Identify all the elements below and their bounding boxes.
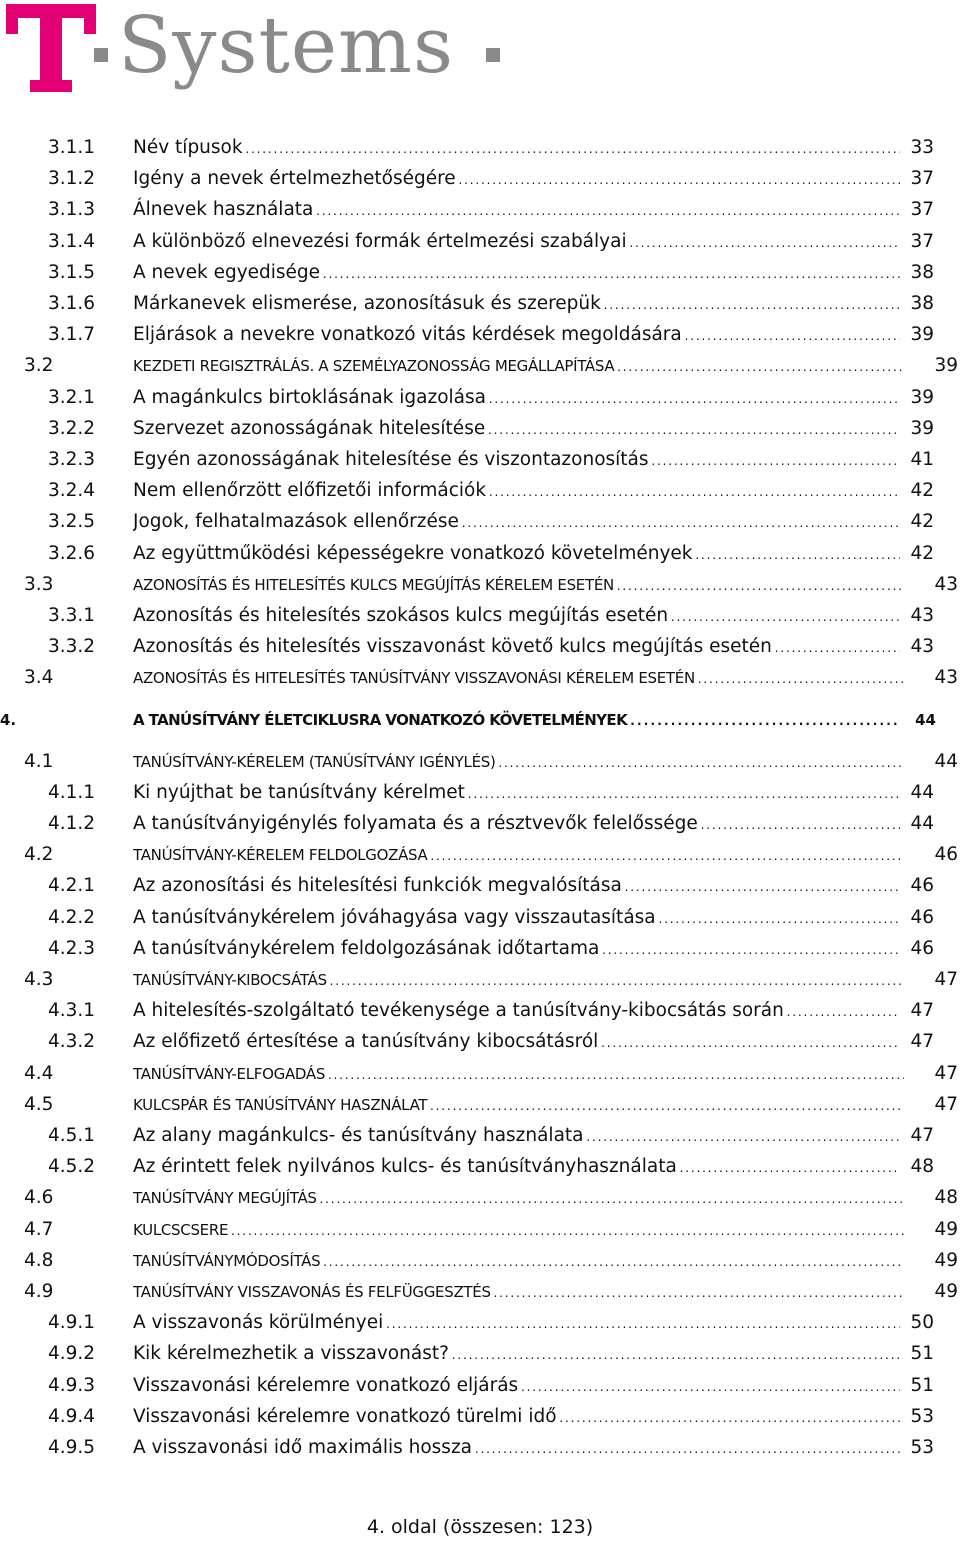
toc-entry-number: 3.2.1 (48, 386, 96, 408)
toc-entry-title[interactable]: A magánkulcs birtoklásának igazolása . . . (133, 384, 904, 413)
toc-entry-page: 44 (900, 779, 934, 807)
toc-entry-number: 4.9.3 (48, 1374, 96, 1396)
toc-entry[interactable] (0, 997, 960, 1025)
toc-entry-page: 48 (924, 1184, 958, 1212)
toc-entry-title[interactable]: A nevek egyedisége . . . (133, 259, 904, 288)
toc-entry-title[interactable]: TANÚSÍTVÁNY-KÉRELEM FELDOLGOZÁSA . . . (133, 841, 904, 870)
toc-entry-page: 41 (900, 446, 934, 474)
toc-entry-title[interactable]: A tanúsítványkérelem jóváhagyása vagy visszautasítása . . . (133, 904, 904, 933)
toc-entry[interactable] (0, 477, 960, 505)
toc-entry-title[interactable]: A TANÚSÍTVÁNY ÉLETCIKLUSRA VONATKOZÓ KÖVETELMÉNYEK . . . (133, 706, 900, 735)
toc-entry[interactable] (0, 228, 960, 256)
toc-entry-title[interactable]: Azonosítás és hitelesítés szokásos kulcs megújítás esetén . . . (133, 602, 904, 631)
toc-entry-number: 4. (0, 710, 17, 729)
toc-entry-title[interactable]: KEZDETI REGISZTRÁLÁS. A SZEMÉLYAZONOSSÁG MEGÁLLAPÍTÁSA . . . (133, 352, 904, 381)
toc-entry-number: 3.1.7 (48, 324, 96, 346)
toc-entry[interactable] (0, 1184, 960, 1212)
toc-entry-number: 3.2.5 (48, 511, 96, 533)
toc-entry-number: 3.1.2 (48, 168, 96, 190)
toc-entry-title[interactable]: KULCSPÁR ÉS TANÚSÍTVÁNY HASZNÁLAT . . . (133, 1091, 904, 1120)
logo-wordmark: Systems (118, 1, 455, 91)
toc-entry-number: 3.2.6 (48, 542, 96, 564)
toc-entry-page: 46 (900, 872, 934, 900)
toc-entry[interactable] (0, 415, 960, 443)
toc-entry-title[interactable]: Az együttműködési képességekre vonatkozó követelmények . . . (133, 540, 904, 569)
toc-entry-number: 4.1.1 (48, 781, 96, 803)
toc-entry[interactable] (0, 904, 960, 932)
toc-entry-title[interactable]: Igény a nevek értelmezhetőségére . . . (133, 165, 904, 194)
toc-entry-title[interactable]: A visszavonási idő maximális hossza . . . (133, 1434, 904, 1463)
toc-entry-title[interactable]: A különböző elnevezési formák értelmezési szabályai . . . (133, 228, 904, 257)
toc-entry-title[interactable]: TANÚSÍTVÁNY-KIBOCSÁTÁS . . . (133, 966, 904, 995)
toc-entry[interactable] (0, 1060, 960, 1088)
toc-entry-title[interactable]: Szervezet azonosságának hitelesítése . . . (133, 415, 904, 444)
toc-entry-title[interactable]: Kik kérelmezhetik a visszavonást? . . . (133, 1340, 904, 1369)
toc-entry-page: 47 (924, 966, 958, 994)
toc-entry-page: 44 (924, 748, 958, 776)
toc-entry[interactable] (0, 1216, 960, 1244)
toc-entry-number: 3.2.2 (48, 417, 96, 439)
toc-entry-title[interactable]: TANÚSÍTVÁNY MEGÚJÍTÁS . . . (133, 1184, 904, 1213)
page-footer: 4. oldal (összesen: 123) (366, 1516, 594, 1538)
toc-entry[interactable] (0, 290, 960, 318)
toc-entry-number: 3.3 (24, 573, 54, 595)
toc-entry-number: 3.1.4 (48, 230, 96, 252)
toc-entry-title[interactable]: Visszavonási kérelemre vonatkozó türelmi idő . . . (133, 1403, 904, 1432)
toc-entry-page: 44 (902, 706, 936, 734)
toc-entry[interactable] (0, 352, 960, 380)
toc-entry-page: 39 (924, 352, 958, 380)
toc-entry-title[interactable]: AZONOSÍTÁS ÉS HITELESÍTÉS TANÚSÍTVÁNY VISSZAVONÁSI KÉRELEM ESETÉN . . . (133, 664, 904, 693)
toc-entry-number: 3.1.6 (48, 293, 96, 314)
toc-entry-page: 38 (900, 259, 934, 287)
toc-entry-number: 4.2 (24, 844, 54, 866)
toc-entry-number: 4.1.2 (48, 813, 96, 834)
toc-entry-number: 3.4 (24, 667, 54, 689)
toc-entry-title[interactable]: Az alany magánkulcs- és tanúsítvány használata . . . (133, 1122, 904, 1151)
toc-entry-title[interactable]: Az azonosítási és hitelesítési funkciók megvalósítása . . . (133, 872, 904, 901)
toc-entry[interactable] (0, 1309, 960, 1337)
toc-entry-number: 4.9.2 (48, 1343, 96, 1365)
toc-entry-title[interactable]: A hitelesítés-szolgáltató tevékenysége a tanúsítvány-kibocsátás során . . . (133, 997, 904, 1026)
toc-entry-title[interactable]: Név típusok . . . (133, 134, 904, 163)
toc-entry-number: 4.3.1 (48, 1000, 96, 1022)
toc-entry-number: 4.3 (24, 969, 54, 990)
toc-entry-page: 42 (900, 540, 934, 568)
toc-entry-title[interactable]: Márkanevek elismerése, azonosításuk és szerepük . . . (133, 290, 904, 319)
toc-entry-title[interactable]: TANÚSÍTVÁNYMÓDOSÍTÁS . . . (133, 1247, 904, 1276)
toc-entry-title[interactable]: Az érintett felek nyilvános kulcs- és tanúsítványhasználata . . . (133, 1153, 904, 1182)
toc-entry[interactable] (0, 602, 960, 630)
toc-entry-title[interactable]: TANÚSÍTVÁNY-KÉRELEM (TANÚSÍTVÁNY IGÉNYLÉS) . . . (133, 748, 904, 777)
toc-entry[interactable] (0, 779, 960, 807)
toc-entry-page: 44 (900, 810, 934, 838)
toc-entry[interactable] (0, 810, 960, 838)
toc-entry-page: 51 (900, 1340, 934, 1368)
toc-entry-page: 43 (900, 602, 934, 630)
toc-entry-page: 46 (900, 935, 934, 963)
toc-entry-title[interactable]: Nem ellenőrzött előfizetői információk . . . (133, 477, 904, 506)
toc-entry-number: 4.7 (24, 1218, 54, 1240)
toc-entry-number: 4.5.1 (48, 1125, 96, 1146)
toc-entry-number: 3.3.2 (48, 636, 96, 658)
toc-entry[interactable] (0, 1091, 960, 1119)
toc-entry-page: 37 (900, 196, 934, 224)
toc-entry[interactable] (0, 748, 960, 776)
toc-entry[interactable] (0, 540, 960, 568)
toc-entry-page: 49 (924, 1278, 958, 1306)
toc-entry-page: 46 (924, 841, 958, 869)
toc-entry-number: 4.2.3 (48, 937, 96, 959)
toc-entry-number: 4.2.1 (48, 875, 96, 897)
toc-entry-number: 4.9.4 (48, 1405, 96, 1427)
toc-entry-number: 3.2.4 (48, 480, 96, 502)
toc-entry-page: 47 (900, 1122, 934, 1150)
toc-entry-title[interactable]: Ki nyújthat be tanúsítvány kérelmet . . . (133, 779, 904, 808)
toc-entry[interactable] (0, 1278, 960, 1306)
toc-entry-page: 53 (900, 1403, 934, 1431)
toc-entry-page: 33 (900, 134, 934, 162)
toc-entry[interactable] (0, 321, 960, 349)
toc-entry-number: 4.8 (24, 1249, 54, 1271)
toc-entry[interactable] (0, 446, 960, 474)
toc-entry-title[interactable]: Eljárások a nevekre vonatkozó vitás kérdések megoldására . . . (133, 321, 904, 350)
toc-entry[interactable] (0, 935, 960, 963)
toc-entry-number: 4.3.2 (48, 1031, 96, 1053)
toc-entry-page: 47 (924, 1060, 958, 1088)
toc-entry-page: 53 (900, 1434, 934, 1462)
toc-entry[interactable] (0, 1122, 960, 1150)
toc-entry-page: 43 (900, 633, 934, 661)
toc-entry-number: 4.9.5 (48, 1437, 96, 1458)
toc-entry[interactable] (0, 872, 960, 900)
toc-entry-title[interactable]: Egyén azonosságának hitelesítése és viszontazonosítás . . . (133, 446, 904, 475)
toc-entry-title[interactable]: Álnevek használata . . . (133, 196, 904, 225)
toc-entry[interactable] (0, 966, 960, 994)
toc-entry-number: 3.3.1 (48, 605, 96, 626)
toc-entry-number: 3.2.3 (48, 449, 96, 470)
toc-entry-page: 39 (900, 321, 934, 349)
toc-entry[interactable] (0, 508, 960, 536)
toc-entry[interactable] (0, 259, 960, 287)
toc-entry[interactable] (0, 384, 960, 412)
toc-entry[interactable] (0, 1372, 960, 1400)
toc-entry-number: 4.1 (24, 750, 54, 772)
toc-entry[interactable] (0, 706, 960, 734)
toc-entry-number: 3.1.3 (48, 199, 96, 221)
toc-entry[interactable] (0, 664, 960, 692)
toc-entry-title[interactable]: Visszavonási kérelemre vonatkozó eljárás . . . (133, 1372, 904, 1401)
toc-entry-page: 51 (900, 1372, 934, 1400)
toc-entry-title[interactable]: Jogok, felhatalmazások ellenőrzése . . . (133, 508, 904, 537)
toc-entry[interactable] (0, 1340, 960, 1368)
toc-entry-page: 47 (900, 997, 934, 1025)
toc-entry[interactable] (0, 196, 960, 224)
toc-entry-page: 47 (924, 1091, 958, 1119)
toc-entry-page: 43 (924, 571, 958, 599)
toc-entry-title[interactable]: KULCSCSERE . . . (133, 1216, 904, 1245)
toc-entry-page: 49 (924, 1247, 958, 1275)
toc-entry[interactable] (0, 1403, 960, 1431)
toc-entry-page: 46 (900, 904, 934, 932)
toc-entry[interactable] (0, 1247, 960, 1275)
toc-entry[interactable] (0, 134, 960, 162)
toc-entry-page: 37 (900, 165, 934, 193)
toc-entry-title[interactable]: TANÚSÍTVÁNY-ELFOGADÁS . . . (133, 1060, 904, 1089)
toc-entry-number: 4.9 (24, 1281, 54, 1302)
toc-entry-number: 4.6 (24, 1187, 54, 1209)
toc-entry-title[interactable]: TANÚSÍTVÁNY VISSZAVONÁS ÉS FELFÜGGESZTÉS . . . (133, 1278, 904, 1307)
toc-entry-title[interactable]: AZONOSÍTÁS ÉS HITELESÍTÉS KULCS MEGÚJÍTÁS KÉRELEM ESETÉN . . . (133, 571, 904, 600)
toc-entry-page: 50 (900, 1309, 934, 1337)
toc-entry-page: 42 (900, 477, 934, 505)
toc-entry-page: 49 (924, 1216, 958, 1244)
toc-entry[interactable] (0, 1028, 960, 1056)
toc-entry-page: 47 (900, 1028, 934, 1056)
toc-entry-title[interactable]: A tanúsítványigénylés folyamata és a résztvevők felelőssége . . . (133, 810, 904, 839)
toc-entry[interactable] (0, 571, 960, 599)
toc-entry-number: 4.2.2 (48, 906, 96, 928)
toc-entry-title[interactable]: A tanúsítványkérelem feldolgozásának időtartama . . . (133, 935, 904, 964)
toc-entry-number: 4.5.2 (48, 1156, 96, 1178)
toc-entry-number: 4.9.1 (48, 1312, 96, 1334)
toc-entry-page: 37 (900, 228, 934, 256)
toc-entry-title[interactable]: A visszavonás körülményei . . . (133, 1309, 904, 1338)
toc-entry[interactable] (0, 165, 960, 193)
toc-entry-page: 43 (924, 664, 958, 692)
toc-entry-page: 39 (900, 384, 934, 412)
toc-entry-number: 3.2 (24, 355, 54, 377)
toc-entry-number: 4.5 (24, 1093, 54, 1115)
toc-entry-page: 48 (900, 1153, 934, 1181)
toc-entry-page: 39 (900, 415, 934, 443)
toc-entry-title[interactable]: Azonosítás és hitelesítés visszavonást követő kulcs megújítás esetén . . . (133, 633, 904, 662)
toc-entry-number: 3.1.5 (48, 261, 96, 283)
toc-entry[interactable] (0, 841, 960, 869)
toc-entry-page: 38 (900, 290, 934, 318)
toc-entry-number: 4.4 (24, 1062, 54, 1084)
toc-entry-page: 42 (900, 508, 934, 536)
toc-entry-title[interactable]: Az előfizető értesítése a tanúsítvány kibocsátásról . . . (133, 1028, 904, 1057)
toc-entry-number: 3.1.1 (48, 137, 96, 158)
toc-entry[interactable] (0, 1434, 960, 1462)
toc-entry[interactable] (0, 1153, 960, 1181)
toc-entry[interactable] (0, 633, 960, 661)
